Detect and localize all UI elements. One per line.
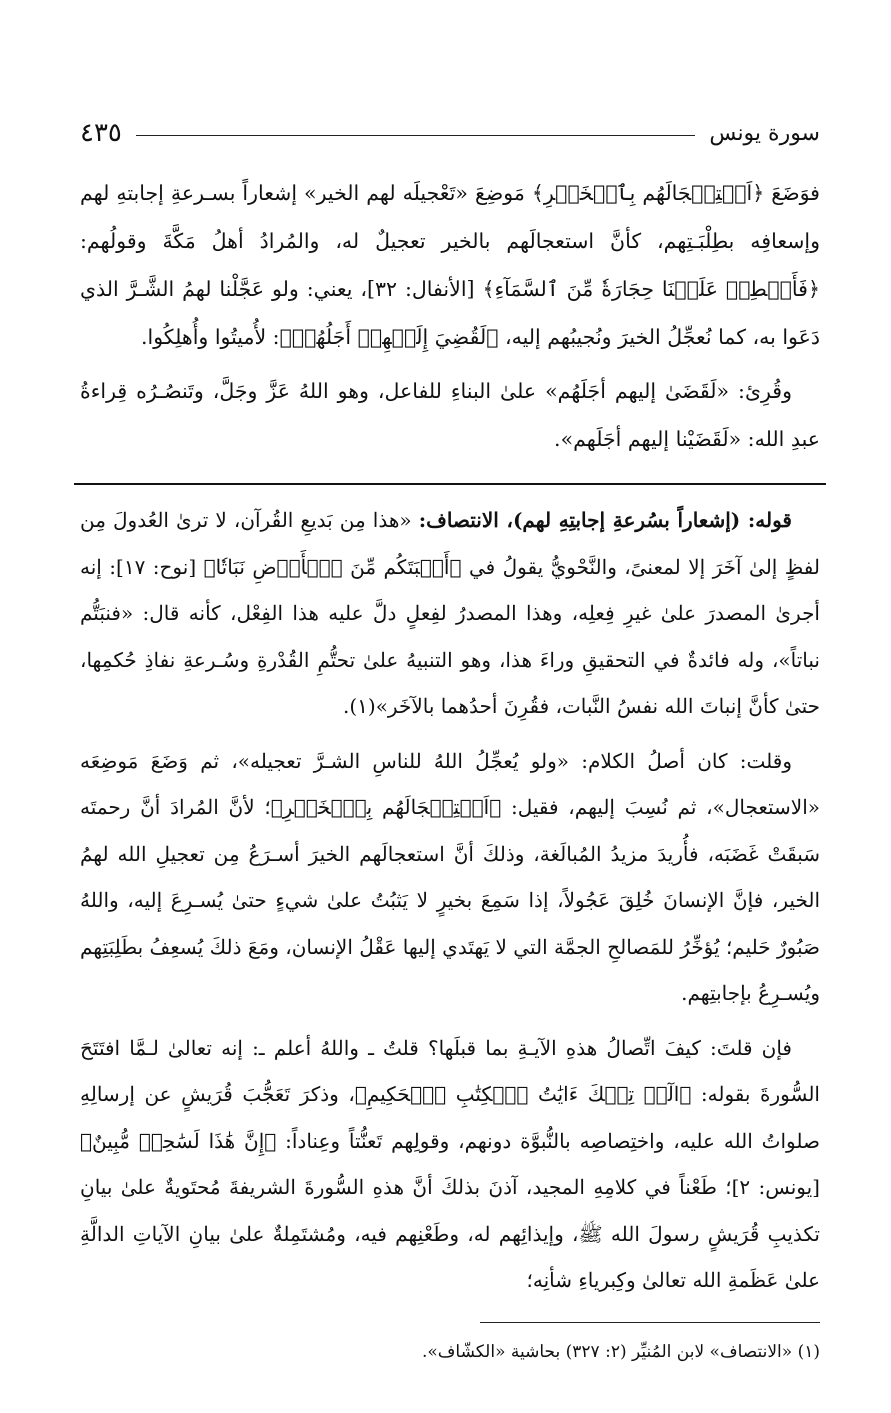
commentary — [80, 497, 820, 1304]
commentary-lead: قوله: (إشعاراً بسُرعةِ إجابتِهِ لهم)، الانتصاف: — [418, 508, 792, 532]
main-paragraph: وقُرِئ: «لَقَضَىٰ إليهم أجَلَهُم» علىٰ البناءِ للفاعل، وهو اللهُ عَزَّ وجَلَّ، وتَنصُـرُه قِراءةُ عبدِ الله: «لَقَضَيْنا إليهم أجَلَهم». — [80, 379, 820, 451]
commentary-paragraph — [80, 497, 820, 730]
footnote: (١) «الانتصاف» لابن المُنيِّر (٢: ٣٢٧) بحاشية «الكشّاف». — [422, 1341, 820, 1362]
main-paragraph: فوَضَعَ ﴿اَسۡتِعۡجَالَهُم بِٱلۡخَيۡرِ﴾ مَوضِعَ «تَعْجيلَه لهم الخير» إشعاراً بسـرعةِ إجابتهِ لهم وإسعافِه بطِلْبَـتِهم، كأنَّ استعجالَهم بالخير تعجيلٌ له، والمُرادُ أهلُ مَكَّةَ وقولُهم: ﴿فَأَمۡطِرۡ عَلَيۡنَا حِجَارَةٗ مِّنَ ٱلسَّمَآءِ﴾ [الأنفال: ٣٢]، يعني: ولو عَجَّلْنا لهمُ الشَّـرَّ الذي دَعَوا به، كما نُعجِّلُ الخيرَ ونُجيبُهم إليه، ﴿لَقُضِيَ إِلَيۡهِمۡ أَجَلُهُمۡ﴾: لأُميتُوا وأُهلِكُوا. — [80, 181, 820, 349]
running-header — [80, 105, 820, 161]
header-rule — [136, 135, 695, 136]
commentary-body: «هذا مِن بَديعِ القُرآن، لا ترىٰ العُدولَ مِن لفظٍ إلىٰ آخَرَ إلا لمعنىً، والنَّحْويُّ يقولُ في ﴿أَنۢبَتَكُم مِّنَ ٱلۡأَرۡضِ نَبَاتٗا﴾ [نوح: ١٧]: إنه أجرىٰ المصدرَ علىٰ غيرِ فِعلِه، وهذا المصدرُ لفِعلٍ دلَّ عليه هذا الفِعْل، كأنه قال: «فنبَتُّم نباتاً»، وله فائدةٌ في التحقيقِ وراءَ هذا، وهو التنبيهُ علىٰ تحتُّمِ القُدْرةِ وسُـرعةِ نفاذِ حُكمِها، حتىٰ كأنَّ إنباتَ الله نفسُ النَّبات، فقُرِنَ أحدُهما بالآخَر»(١). — [80, 508, 820, 718]
commentary-paragraph: وقلت: كان أصلُ الكلام: «ولو يُعجِّلُ اللهُ للناسِ الشـرَّ تعجيله»، ثم وَضَعَ مَوضِعَه «الاستعجال»، ثم نُسِبَ إليهم، فقيل: ﴿اَسۡتِعۡجَالَهُم بِٱلۡخَيۡرِ﴾؛ لأنَّ المُرادَ أنَّ رحمتَه سَبقَتْ غَضَبَه، فأُريدَ مزيدُ المُبالَغة، وذلكَ أنَّ استعجالَهم الخيرَ أسـرَعُ مِن تعجيلِ الله لهمُ الخير، فإنَّ الإنسانَ خُلِقَ عَجُولاً، إذا سَمِعَ بخيرٍ لا يَثبُتُ علىٰ شيءٍ حتىٰ يُسـرِعَ إليه، واللهُ صَبُورٌ حَليم؛ يُؤخِّرُ للمَصالحِ الجمَّة التي لا يَهتَدي إليها عَقْلُ الإنسان، ومَعَ ذلكَ يُسعِفُ بطَلِبَتِهم ويُسـرِعُ بإجابتِهم. — [80, 748, 820, 1005]
page-number: ٤٣٥ — [80, 118, 122, 148]
page — [80, 105, 820, 1367]
section-divider — [74, 483, 826, 485]
footnote-divider — [480, 1322, 820, 1323]
commentary-paragraph: فإن قلتَ: كيفَ اتِّصالُ هذهِ الآيـةِ بما قبلَها؟ قلتُ ـ واللهُ أعلم ـ: إنه تعالىٰ لـمَّا افتَتَحَ السُّورةَ بقوله: ﴿الٓرۚ تِلۡكَ ءَايَٰتُ ٱلۡكِتَٰبِ ٱلۡحَكِيمِ﴾، وذكرَ تَعَجُّبَ قُرَيشٍ عن إرسالِهِ صلواتُ الله عليه، واختِصاصِه بالنُّبوَّة دونهم، وقولِهم تَعنُّتاً وعِناداً: ﴿إِنَّ هَٰذَا لَسَٰحِرٞ مُّبِينٌ﴾ [يونس: ٢]؛ طَعْناً في كلامِهِ المجيد، آذنَ بذلكَ أنَّ هذهِ السُّورةَ الشريفةَ مُحتَويةٌ علىٰ بيانِ تكذيبِ قُرَيشٍ رسولَ الله ﷺ، وإيذائِهم له، وطَعْنِهم فيه، ومُشتَمِلةٌ علىٰ بيانِ الآياتِ الدالَّةِ علىٰ عَظَمةِ الله تعالىٰ وكِبرياءِ شأنِه؛ — [80, 1035, 820, 1292]
surah-title: سورة يونس — [709, 120, 820, 146]
main-text — [80, 169, 820, 463]
